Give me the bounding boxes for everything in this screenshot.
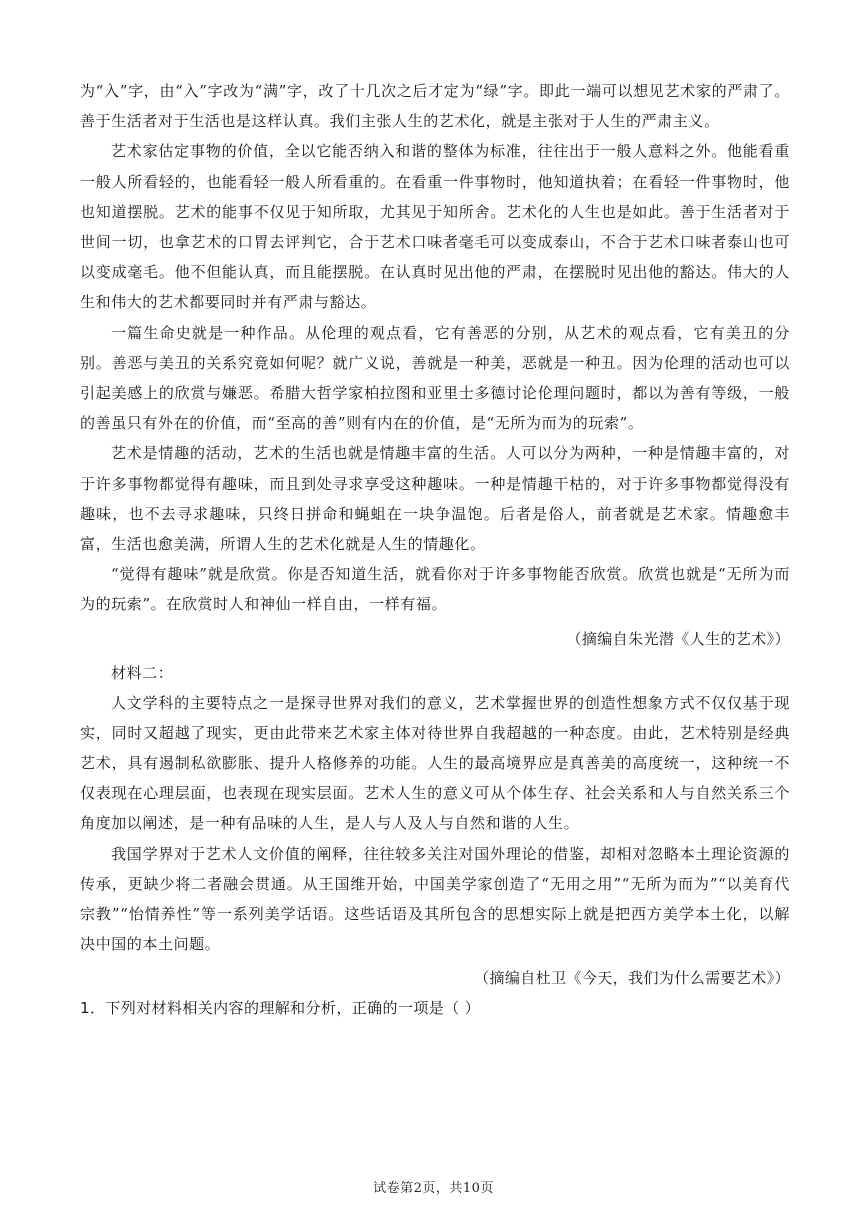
material1-paragraph-1: 为“入”字，由“入”字改为“满”字，改了十几次之后才定为“绿”字。即此一端可以想见艺术家的严肃了。善于生活者对于生活也是这样认真。我们主张人生的艺术化，就是主张对于人生的严肃主义。: [80, 82, 790, 131]
page-footer: 试卷第2页，共10页: [373, 1181, 494, 1196]
material2-source: （摘编自杜卫《今天，我们为什么需要艺术》）: [474, 969, 790, 988]
material1-paragraph-4: 艺术是情趣的活动，艺术的生活也就是情趣丰富的生活。人可以分为两种，一种是情趣丰富的，对于许多事物都觉得有趣味，而且到处寻求享受这种趣味。一种是情趣干枯的，对于许多事物都觉得没有趣味，也不去寻求趣味，只终日拼命和蝇蛆在一块争温饱。后者是俗人，前者就是艺术家。情趣愈丰富，生活也愈美满，所谓人生的艺术化就是人生的情趣化。: [80, 444, 790, 554]
material2-label: 材料二：: [111, 663, 174, 682]
document-page: [80, 76, 790, 1023]
material1-paragraph-3: 一篇生命史就是一种作品。从伦理的观点看，它有善恶的分别，从艺术的观点看，它有美丑的分别。善恶与美丑的关系究竟如何呢？就广义说，善就是一种美，恶就是一种丑。因为伦理的活动也可以引起美感上的欣赏与嫌恶。希腊大哲学家柏拉图和亚里士多德讨论伦理问题时，都以为善有等级，一般的善虽只有外在的价值，而“至高的善”则有内在的价值，是“无所为而为的玩索”。: [80, 323, 790, 433]
material2-paragraph-1: 人文学科的主要特点之一是探寻世界对我们的意义，艺术掌握世界的创造性想象方式不仅仅基于现实，同时又超越了现实，更由此带来艺术家主体对待世界自我超越的一种态度。由此，艺术特别是经典艺术，具有遏制私欲膨胀、提升人格修养的功能。人生的最高境界应是真善美的高度统一，这种统一不仅表现在心理层面，也表现在现实层面。艺术人生的意义可从个体生存、社会关系和人与自然关系三个角度加以阐述，是一种有品味的人生，是人与人及人与自然和谐的人生。: [80, 693, 790, 833]
material1-paragraph-5: “觉得有趣味”就是欣赏。你是否知道生活，就看你对于许多事物能否欣赏。欣赏也就是“无所为而为的玩索”。在欣赏时人和神仙一样自由，一样有福。: [80, 565, 790, 614]
material1-paragraph-2: 艺术家估定事物的价值，全以它能否纳入和谐的整体为标准，往往出于一般人意料之外。他能看重一般人所看轻的，也能看轻一般人所看重的。在看重一件事物时，他知道执着；在看轻一件事物时，他也知道摆脱。艺术的能事不仅见于知所取，尤其见于知所舍。艺术化的人生也是如此。善于生活者对于世间一切，也拿艺术的口胃去评判它，合于艺术口味者毫毛可以变成泰山，不合于艺术口味者泰山也可以变成毫毛。他不但能认真，而且能摆脱。在认真时见出他的严肃，在摆脱时见出他的豁达。伟大的人生和伟大的艺术都要同时并有严肃与豁达。: [80, 142, 790, 312]
material1-source: （摘编自朱光潜《人生的艺术》）: [566, 629, 790, 648]
material2-paragraph-2: 我国学界对于艺术人文价值的阐释，往往较多关注对国外理论的借鉴，却相对忽略本土理论资源的传承，更缺少将二者融会贯通。从王国维开始，中国美学家创造了“无用之用”“无所为而为”“以美育代宗教”“怡情养性”等一系列美学话语。这些话语及其所包含的思想实际上就是把西方美学本土化，以解决中国的本土问题。: [80, 844, 790, 954]
question-1: 1．下列对材料相关内容的理解和分析，正确的一项是（ ）: [80, 999, 481, 1018]
